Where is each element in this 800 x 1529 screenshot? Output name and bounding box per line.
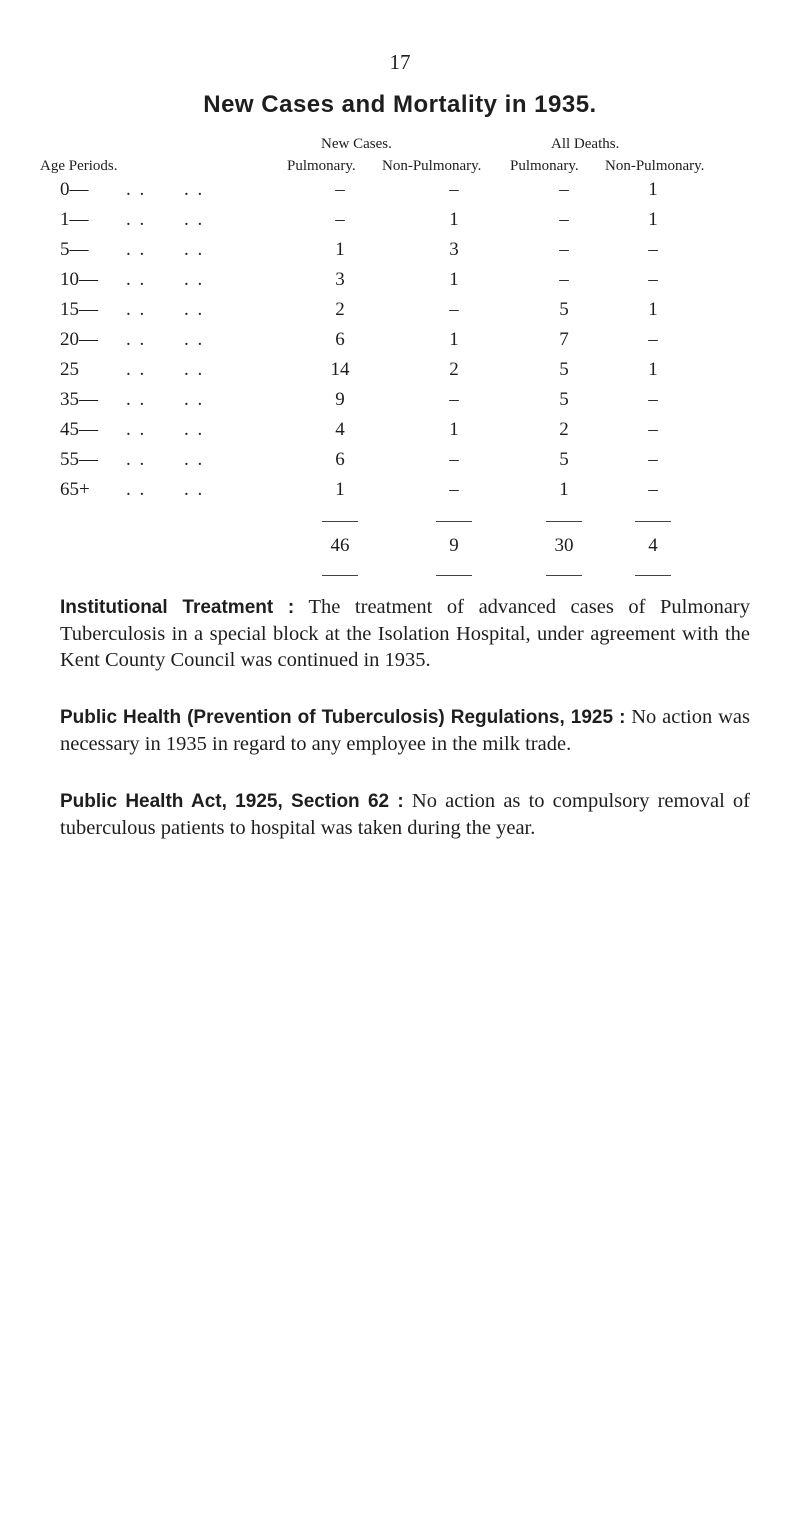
leader-dots: . .	[126, 479, 147, 500]
deaths-pulmonary: –	[559, 239, 569, 260]
new-cases-pulmonary: 1	[335, 479, 345, 500]
leader-dots: . .	[126, 239, 147, 260]
age-periods-header: Age Periods.	[40, 158, 118, 174]
deaths-pulmonary: –	[559, 269, 569, 290]
deaths-pulmonary: 2	[559, 419, 569, 440]
new-cases-non-pulmonary: –	[449, 389, 459, 410]
total-rule-bottom	[436, 575, 472, 576]
leader-dots: . .	[184, 179, 205, 200]
new-cases-pulmonary: 4	[335, 419, 345, 440]
table-row	[0, 449, 800, 477]
totals-row	[0, 535, 800, 563]
regulations-paragraph	[60, 704, 750, 757]
leader-dots: . .	[126, 419, 147, 440]
page-number: 17	[389, 50, 411, 74]
table-row	[0, 329, 800, 357]
total-new-cases-pulmonary: 46	[330, 535, 350, 556]
new-cases-non-pulmonary-header: Non-Pulmonary.	[382, 158, 482, 174]
leader-dots: . .	[184, 359, 205, 380]
deaths-pulmonary: 5	[559, 359, 569, 380]
table-row	[0, 179, 800, 207]
table-row	[0, 239, 800, 267]
new-cases-pulmonary: 3	[335, 269, 345, 290]
leader-dots: . .	[184, 239, 205, 260]
new-cases-non-pulmonary: 2	[449, 359, 459, 380]
table-row	[0, 389, 800, 417]
new-cases-pulmonary: 6	[335, 329, 345, 350]
new-cases-non-pulmonary: 1	[449, 419, 459, 440]
leader-dots: . .	[184, 299, 205, 320]
deaths-non-pulmonary-header: Non-Pulmonary.	[605, 158, 705, 174]
leader-dots: . .	[184, 389, 205, 410]
public-health-act-paragraph	[60, 788, 750, 841]
leader-dots: . .	[126, 269, 147, 290]
deaths-non-pulmonary: –	[648, 329, 658, 350]
total-rule-top	[546, 521, 582, 522]
deaths-non-pulmonary: –	[648, 449, 658, 470]
leader-dots: . .	[184, 479, 205, 500]
new-cases-pulmonary: –	[335, 179, 345, 200]
deaths-non-pulmonary: –	[648, 419, 658, 440]
new-cases-pulmonary: 1	[335, 239, 345, 260]
deaths-pulmonary: 5	[559, 389, 569, 410]
leader-dots: . .	[126, 179, 147, 200]
age-period: 35—	[60, 389, 98, 410]
new-cases-pulmonary: –	[335, 209, 345, 230]
deaths-non-pulmonary: 1	[648, 359, 658, 380]
deaths-non-pulmonary: –	[648, 389, 658, 410]
age-period: 1—	[60, 209, 89, 230]
new-cases-group-header: New Cases.	[321, 136, 392, 152]
age-period: 0—	[60, 179, 89, 200]
leader-dots: . .	[184, 209, 205, 230]
age-period: 55—	[60, 449, 98, 470]
paragraph-heading: Public Health (Prevention of Tuberculosis) Regulations, 1925 :	[60, 707, 626, 728]
new-cases-pulmonary-header: Pulmonary.	[287, 158, 356, 174]
leader-dots: . .	[184, 269, 205, 290]
leader-dots: . .	[126, 389, 147, 410]
table-row	[0, 479, 800, 507]
age-period: 5—	[60, 239, 89, 260]
age-period: 65+	[60, 479, 90, 500]
deaths-pulmonary: –	[559, 179, 569, 200]
deaths-pulmonary: –	[559, 209, 569, 230]
new-cases-non-pulmonary: –	[449, 449, 459, 470]
deaths-non-pulmonary: –	[648, 239, 658, 260]
deaths-non-pulmonary: 1	[648, 209, 658, 230]
new-cases-non-pulmonary: 3	[449, 239, 459, 260]
leader-dots: . .	[126, 359, 147, 380]
total-rule-bottom	[635, 575, 671, 576]
new-cases-non-pulmonary: –	[449, 179, 459, 200]
age-period: 45—	[60, 419, 98, 440]
table-row	[0, 269, 800, 297]
total-rule-top	[635, 521, 671, 522]
leader-dots: . .	[126, 329, 147, 350]
paragraph-body: The treatment of advanced cases of Pulmonary Tuberculosis in a special block at the Isolation Hospital, under agreement with the Kent County Council was continued in 1935.	[60, 596, 750, 671]
new-cases-non-pulmonary: –	[449, 299, 459, 320]
deaths-pulmonary: 5	[559, 449, 569, 470]
table-row	[0, 299, 800, 327]
new-cases-non-pulmonary: 1	[449, 329, 459, 350]
deaths-non-pulmonary: –	[648, 479, 658, 500]
deaths-non-pulmonary: 1	[648, 299, 658, 320]
age-period: 25	[60, 359, 79, 380]
total-rule-bottom	[322, 575, 358, 576]
table-row	[0, 209, 800, 237]
new-cases-non-pulmonary: –	[449, 479, 459, 500]
leader-dots: . .	[126, 209, 147, 230]
new-cases-pulmonary: 2	[335, 299, 345, 320]
leader-dots: . .	[184, 419, 205, 440]
institutional-treatment-paragraph	[60, 594, 750, 673]
deaths-pulmonary: 5	[559, 299, 569, 320]
new-cases-pulmonary: 9	[335, 389, 345, 410]
total-new-cases-non-pulmonary: 9	[449, 535, 459, 556]
leader-dots: . .	[184, 449, 205, 470]
new-cases-pulmonary: 14	[330, 359, 350, 380]
deaths-pulmonary: 1	[559, 479, 569, 500]
deaths-non-pulmonary: 1	[648, 179, 658, 200]
total-deaths-non-pulmonary: 4	[648, 535, 658, 556]
leader-dots: . .	[126, 449, 147, 470]
new-cases-pulmonary: 6	[335, 449, 345, 470]
new-cases-non-pulmonary: 1	[449, 209, 459, 230]
total-rule-top	[322, 521, 358, 522]
total-rule-bottom	[546, 575, 582, 576]
paragraph-heading: Public Health Act, 1925, Section 62 :	[60, 791, 404, 812]
deaths-pulmonary: 7	[559, 329, 569, 350]
deaths-non-pulmonary: –	[648, 269, 658, 290]
page-title: New Cases and Mortality in 1935.	[203, 91, 597, 118]
paragraph-heading: Institutional Treatment :	[60, 597, 295, 618]
table-row	[0, 359, 800, 387]
age-period: 10—	[60, 269, 98, 290]
all-deaths-group-header: All Deaths.	[551, 136, 620, 152]
paragraph-body: No action was necessary in 1935 in regard to any employee in the milk trade.	[60, 706, 750, 755]
new-cases-non-pulmonary: 1	[449, 269, 459, 290]
total-deaths-pulmonary: 30	[554, 535, 574, 556]
paragraph-body: No action as to compulsory removal of tuberculous patients to hospital was taken during the year.	[60, 790, 751, 839]
age-period: 20—	[60, 329, 98, 350]
leader-dots: . .	[126, 299, 147, 320]
table-row	[0, 419, 800, 447]
leader-dots: . .	[184, 329, 205, 350]
age-period: 15—	[60, 299, 98, 320]
total-rule-top	[436, 521, 472, 522]
deaths-pulmonary-header: Pulmonary.	[510, 158, 579, 174]
